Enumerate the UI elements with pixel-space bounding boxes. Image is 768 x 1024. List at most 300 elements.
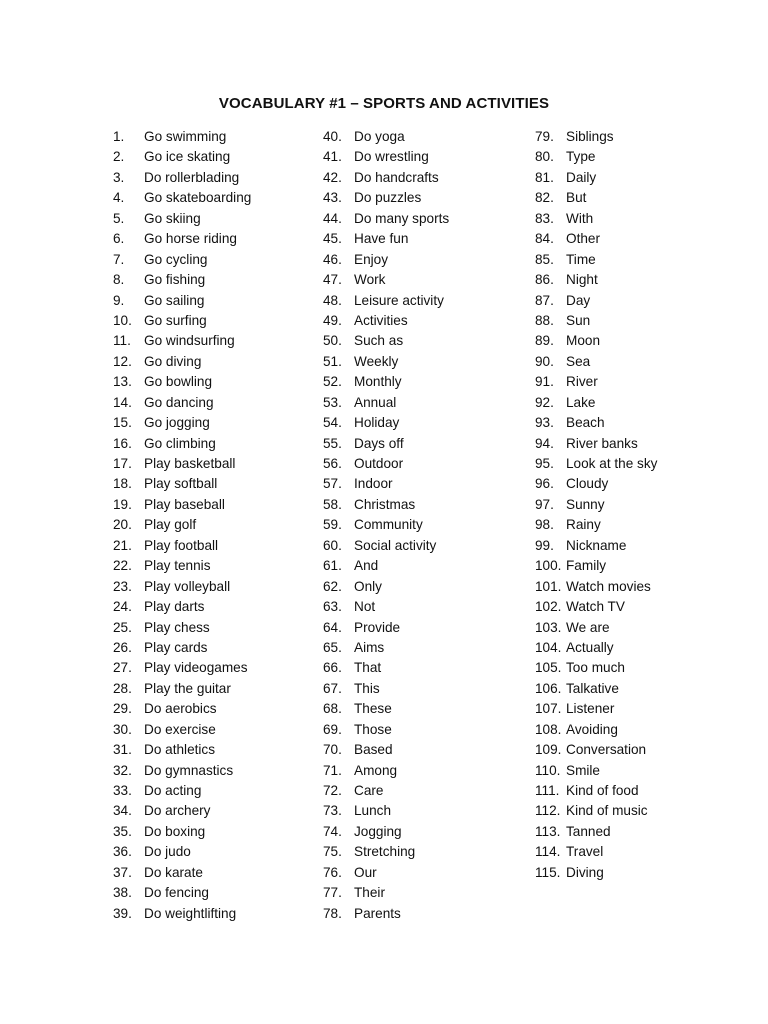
list-item [535, 168, 657, 188]
item-term: Go windsurfing [144, 333, 235, 349]
item-term: Play the guitar [144, 680, 231, 696]
list-item [535, 536, 657, 556]
list-item [323, 209, 449, 229]
item-term: Moon [566, 333, 601, 349]
item-term: River banks [566, 435, 638, 451]
item-number: 24. [113, 599, 132, 615]
item-number: 17. [113, 456, 132, 471]
list-item [535, 127, 657, 147]
item-term: Days off [354, 435, 404, 451]
list-item [113, 168, 251, 188]
list-item [113, 801, 251, 821]
item-term: Go diving [144, 353, 202, 369]
list-item [535, 638, 657, 658]
item-term: Holiday [354, 415, 400, 431]
item-term: Indoor [354, 476, 393, 492]
list-item [535, 556, 657, 576]
list-item [535, 372, 657, 392]
item-term: Too much [566, 660, 625, 676]
item-number: 68. [323, 701, 342, 717]
item-term: Christmas [354, 496, 416, 512]
item-number: 39. [113, 905, 132, 921]
list-item [323, 474, 449, 494]
item-number: 33. [113, 783, 132, 798]
item-term: Play videogames [144, 660, 248, 676]
item-term: These [354, 701, 392, 717]
list-item [323, 638, 449, 658]
list-item [535, 454, 657, 474]
item-number: 20. [113, 517, 132, 533]
item-term: Do wrestling [354, 149, 429, 165]
item-term: Go dancing [144, 394, 214, 410]
item-term: Community [354, 517, 423, 533]
item-term: Go bowling [144, 374, 213, 390]
item-number: 76. [323, 864, 342, 880]
vocabulary-column-2 [323, 127, 449, 924]
item-term: Sunny [566, 496, 605, 512]
list-item [113, 291, 251, 311]
list-item [113, 250, 251, 270]
item-number: 81. [535, 169, 554, 185]
list-item [113, 434, 251, 454]
list-item [113, 822, 251, 842]
list-item [535, 229, 657, 249]
item-number: 94. [535, 435, 554, 451]
item-number: 47. [323, 272, 342, 288]
list-item [323, 352, 449, 372]
item-number: 18. [113, 476, 132, 492]
list-item [113, 229, 251, 249]
item-number: 92. [535, 394, 554, 410]
list-item [113, 372, 251, 392]
item-number: 73. [323, 803, 342, 819]
list-item [113, 904, 251, 924]
item-term: Their [354, 885, 385, 901]
item-number: 50. [323, 333, 342, 349]
list-item [535, 495, 657, 515]
list-item [113, 720, 251, 740]
item-term: Monthly [354, 374, 402, 390]
list-item [323, 168, 449, 188]
item-number: 69. [323, 721, 342, 737]
list-item [323, 822, 449, 842]
item-term: Play softball [144, 476, 218, 492]
item-number: 48. [323, 292, 342, 308]
item-number: 36. [113, 844, 132, 860]
item-number: 22. [113, 558, 132, 574]
list-item [323, 658, 449, 678]
item-number: 7. [113, 251, 125, 267]
item-term: We are [566, 619, 610, 635]
item-term: Go jogging [144, 415, 210, 431]
list-item [535, 270, 657, 290]
item-number: 80. [535, 149, 554, 165]
item-number: 70. [323, 742, 342, 758]
list-item [113, 781, 251, 801]
list-item [535, 474, 657, 494]
list-item [113, 618, 251, 638]
item-term: Stretching [354, 844, 416, 860]
item-term: Look at the sky [566, 456, 658, 471]
item-term: Night [566, 272, 598, 288]
item-term: Cloudy [566, 476, 609, 492]
list-item [113, 352, 251, 372]
list-item [113, 495, 251, 515]
page-title: VOCABULARY #1 – SPORTS AND ACTIVITIES [218, 95, 550, 112]
item-number: 38. [113, 885, 132, 901]
item-term: Play volleyball [144, 578, 231, 594]
list-item [113, 147, 251, 167]
item-term: Among [354, 762, 398, 778]
item-number: 114. [535, 844, 561, 860]
item-number: 43. [323, 190, 342, 206]
item-term: Do boxing [144, 823, 206, 839]
item-term: Do athletics [144, 742, 216, 758]
list-item [113, 883, 251, 903]
list-item [113, 413, 251, 433]
list-item [323, 883, 449, 903]
list-item [535, 781, 657, 801]
item-number: 84. [535, 231, 554, 247]
item-term: Only [354, 578, 382, 594]
item-number: 30. [113, 721, 132, 737]
list-item [113, 863, 251, 883]
item-term: Do many sports [354, 210, 450, 226]
item-term: Day [566, 292, 591, 308]
item-term: Diving [566, 864, 604, 880]
item-number: 56. [323, 456, 342, 471]
vocabulary-column-3 [535, 127, 657, 883]
item-term: Care [354, 783, 384, 798]
item-number: 46. [323, 251, 342, 267]
list-item [323, 311, 449, 331]
item-number: 29. [113, 701, 132, 717]
item-term: Conversation [566, 742, 647, 758]
item-number: 96. [535, 476, 554, 492]
list-item [323, 291, 449, 311]
item-number: 10. [113, 312, 132, 328]
item-term: Play chess [144, 619, 210, 635]
item-number: 91. [535, 374, 554, 390]
list-item [113, 761, 251, 781]
item-term: With [566, 210, 594, 226]
item-term: Go skiing [144, 210, 201, 226]
item-number: 14. [113, 394, 132, 410]
item-term: Based [354, 742, 393, 758]
item-term: Siblings [566, 129, 614, 144]
item-number: 1. [113, 129, 125, 144]
item-term: This [354, 680, 380, 696]
item-term: Sea [566, 353, 591, 369]
item-term: Do handcrafts [354, 169, 439, 185]
item-number: 55. [323, 435, 342, 451]
item-number: 83. [535, 210, 554, 226]
item-number: 57. [323, 476, 342, 492]
item-number: 15. [113, 415, 132, 431]
item-number: 71. [323, 762, 342, 778]
item-number: 35. [113, 823, 132, 839]
item-number: 40. [323, 129, 342, 144]
item-term: Smile [566, 762, 600, 778]
item-number: 60. [323, 537, 342, 553]
item-term: Beach [566, 415, 605, 431]
list-item [323, 679, 449, 699]
list-item [113, 842, 251, 862]
list-item [535, 740, 657, 760]
item-term: Annual [354, 394, 397, 410]
item-term: Our [354, 864, 377, 880]
list-item [113, 454, 251, 474]
item-term: Other [566, 231, 600, 247]
list-item [323, 413, 449, 433]
list-item [323, 842, 449, 862]
list-item [323, 577, 449, 597]
list-item [113, 699, 251, 719]
item-number: 25. [113, 619, 132, 635]
item-term: Do judo [144, 844, 191, 860]
item-term: And [354, 558, 379, 574]
list-item [535, 577, 657, 597]
item-number: 102. [535, 599, 562, 615]
item-number: 113. [535, 823, 561, 839]
item-number: 111. [535, 783, 560, 798]
list-item [113, 536, 251, 556]
list-item [323, 863, 449, 883]
item-term: Go surfing [144, 312, 207, 328]
item-number: 3. [113, 169, 125, 185]
list-item [535, 618, 657, 638]
item-number: 12. [113, 353, 132, 369]
list-item [323, 393, 449, 413]
list-item [535, 413, 657, 433]
list-item [113, 556, 251, 576]
list-item [535, 250, 657, 270]
item-number: 115. [535, 864, 561, 880]
item-term: Go ice skating [144, 149, 231, 165]
item-term: Talkative [566, 680, 619, 696]
item-term: Do exercise [144, 721, 216, 737]
item-term: Do weightlifting [144, 905, 237, 921]
item-term: Do fencing [144, 885, 209, 901]
list-item [323, 761, 449, 781]
item-term: Kind of food [566, 783, 639, 798]
item-number: 82. [535, 190, 554, 206]
list-item [113, 515, 251, 535]
list-item [113, 638, 251, 658]
item-term: River [566, 374, 598, 390]
item-term: Play golf [144, 517, 197, 533]
item-term: Do yoga [354, 129, 405, 144]
item-term: Do karate [144, 864, 203, 880]
list-item [323, 536, 449, 556]
list-item [323, 720, 449, 740]
item-number: 8. [113, 272, 125, 288]
item-term: Time [566, 251, 596, 267]
list-item [323, 495, 449, 515]
list-item [535, 188, 657, 208]
item-number: 16. [113, 435, 132, 451]
list-item [113, 679, 251, 699]
item-number: 109. [535, 742, 562, 758]
item-term: Weekly [354, 353, 399, 369]
list-item [113, 270, 251, 290]
item-term: Do puzzles [354, 190, 422, 206]
item-number: 13. [113, 374, 132, 390]
list-item [323, 556, 449, 576]
list-item [535, 352, 657, 372]
item-term: Type [566, 149, 596, 165]
list-item [535, 597, 657, 617]
item-term: Lunch [354, 803, 392, 819]
item-number: 42. [323, 169, 342, 185]
item-number: 63. [323, 599, 342, 615]
item-term: Watch movies [566, 578, 651, 594]
list-item [323, 801, 449, 821]
list-item [323, 454, 449, 474]
item-number: 93. [535, 415, 554, 431]
list-item [323, 147, 449, 167]
item-term: Play darts [144, 599, 205, 615]
item-number: 28. [113, 680, 132, 696]
list-item [535, 801, 657, 821]
item-term: Actually [566, 639, 614, 655]
list-item [535, 822, 657, 842]
list-item [535, 434, 657, 454]
item-number: 75. [323, 844, 342, 860]
list-item [323, 229, 449, 249]
item-number: 53. [323, 394, 342, 410]
item-term: Provide [354, 619, 401, 635]
list-item [535, 209, 657, 229]
item-term: Sun [566, 312, 591, 328]
item-term: Such as [354, 333, 404, 349]
item-number: 99. [535, 537, 554, 553]
list-item [535, 515, 657, 535]
item-number: 26. [113, 639, 132, 655]
item-term: Go horse riding [144, 231, 237, 247]
item-number: 51. [323, 353, 342, 369]
item-number: 97. [535, 496, 554, 512]
item-number: 72. [323, 783, 342, 798]
item-term: Social activity [354, 537, 437, 553]
item-number: 59. [323, 517, 342, 533]
item-number: 23. [113, 578, 132, 594]
item-number: 4. [113, 190, 125, 206]
item-number: 34. [113, 803, 132, 819]
item-term: Listener [566, 701, 615, 717]
item-number: 104. [535, 639, 562, 655]
item-number: 66. [323, 660, 342, 676]
item-term: Jogging [354, 823, 402, 839]
item-number: 54. [323, 415, 342, 431]
item-term: Leisure activity [354, 292, 444, 308]
item-term: Go sailing [144, 292, 205, 308]
item-number: 87. [535, 292, 554, 308]
item-number: 106. [535, 680, 562, 696]
list-item [323, 618, 449, 638]
list-item [323, 515, 449, 535]
item-term: Those [354, 721, 392, 737]
item-number: 100. [535, 558, 562, 574]
item-number: 65. [323, 639, 342, 655]
item-term: Play basketball [144, 456, 236, 471]
item-term: Travel [566, 844, 604, 860]
item-number: 45. [323, 231, 342, 247]
item-number: 67. [323, 680, 342, 696]
list-item [535, 658, 657, 678]
list-item [113, 127, 251, 147]
item-number: 110. [535, 762, 561, 778]
list-item [113, 658, 251, 678]
item-term: Watch TV [566, 599, 625, 615]
list-item [323, 188, 449, 208]
item-term: Aims [354, 639, 385, 655]
list-item [113, 311, 251, 331]
list-item [323, 331, 449, 351]
item-term: Activities [354, 312, 408, 328]
item-term: Kind of music [566, 803, 648, 819]
item-term: Do aerobics [144, 701, 217, 717]
item-number: 103. [535, 619, 562, 635]
list-item [535, 842, 657, 862]
list-item [323, 250, 449, 270]
item-term: Rainy [566, 517, 601, 533]
list-item [323, 270, 449, 290]
item-number: 11. [113, 333, 131, 349]
item-term: Have fun [354, 231, 409, 247]
list-item [113, 597, 251, 617]
item-term: Play cards [144, 639, 208, 655]
list-item [535, 761, 657, 781]
list-item [323, 434, 449, 454]
item-term: Play football [144, 537, 219, 553]
item-number: 37. [113, 864, 132, 880]
item-number: 89. [535, 333, 554, 349]
item-term: Family [566, 558, 607, 574]
item-number: 105. [535, 660, 562, 676]
list-item [323, 127, 449, 147]
item-number: 77. [323, 885, 342, 901]
list-item [113, 577, 251, 597]
item-number: 41. [323, 149, 342, 165]
list-item [535, 331, 657, 351]
item-number: 6. [113, 231, 125, 247]
list-item [113, 474, 251, 494]
item-number: 101. [535, 578, 562, 594]
item-number: 5. [113, 210, 125, 226]
item-number: 27. [113, 660, 132, 676]
list-item [113, 393, 251, 413]
item-number: 2. [113, 149, 125, 165]
item-number: 9. [113, 292, 125, 308]
item-term: Do rollerblading [144, 169, 240, 185]
item-number: 86. [535, 272, 554, 288]
item-term: Nickname [566, 537, 627, 553]
item-number: 108. [535, 721, 562, 737]
item-term: Enjoy [354, 251, 389, 267]
item-number: 78. [323, 905, 342, 921]
list-item [535, 147, 657, 167]
item-term: Daily [566, 169, 597, 185]
list-item [113, 740, 251, 760]
item-term: Play baseball [144, 496, 225, 512]
list-item [535, 393, 657, 413]
list-item [535, 699, 657, 719]
item-term: Go climbing [144, 435, 216, 451]
list-item [535, 720, 657, 740]
item-term: Go cycling [144, 251, 208, 267]
item-term: Go fishing [144, 272, 206, 288]
